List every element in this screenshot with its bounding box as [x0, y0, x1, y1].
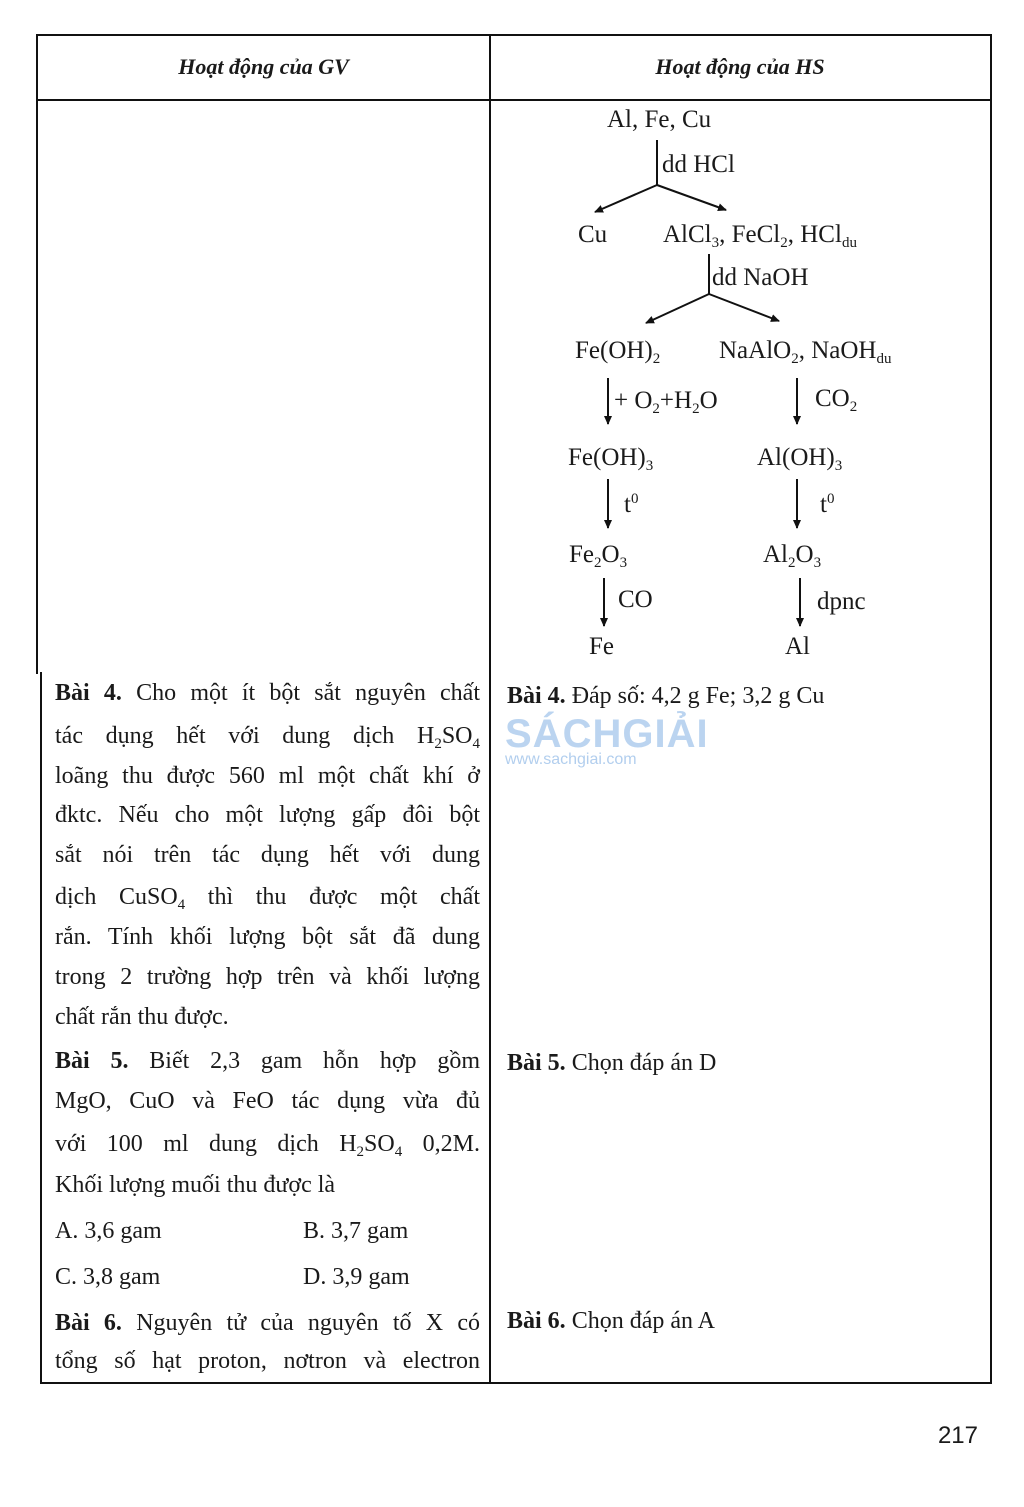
- exercise-5-answer-text: Chọn đáp án D: [571, 1050, 717, 1076]
- arrow-hcl-left: [595, 185, 657, 212]
- exercise-4-answer: [507, 676, 977, 716]
- table-left-border-lower: [40, 672, 42, 1384]
- exercise-5-line: 0,2M.: [422, 1131, 481, 1157]
- formula-h2so4: $H_2SO_4$: [416, 723, 480, 752]
- scheme-feoh3: $Fe(OH)_3$: [568, 444, 654, 474]
- exercise-5-option-a: A. 3,6 gam: [55, 1218, 162, 1244]
- scheme-reagent-o2-h2o: + $O_2+H_2O$: [614, 387, 718, 417]
- exercise-4-line: trong 2 trường hợp trên và khối lượng: [55, 964, 480, 990]
- scheme-feoh2: $Fe(OH)_2$: [575, 337, 661, 367]
- exercise-4-line: rắn. Tính khối lượng bột sắt đã dung: [55, 924, 480, 950]
- scheme-heat-1: $t^0$: [624, 491, 639, 518]
- exercise-6-line: tổng số hạt proton, nơtron và electron: [55, 1348, 480, 1374]
- watermark-logo: SÁCHGIẢI: [505, 712, 709, 756]
- scheme-start: Al, Fe, Cu: [607, 106, 712, 133]
- header-student-activity: Hoạt động của HS: [655, 54, 825, 79]
- exercise-4-line: Cho một ít bột sắt nguyên chất: [136, 680, 480, 706]
- formula-h2so4-2: $H_2SO_4$: [339, 1131, 403, 1160]
- scheme-reagent-hcl: dd HCl: [662, 151, 735, 178]
- scheme-reagent-co: CO: [618, 586, 653, 613]
- exercise-6-line: Nguyên tử của nguyên tố X có: [136, 1310, 480, 1336]
- scheme-aloh3: $Al(OH)_3$: [757, 444, 843, 474]
- scheme-al2o3: $Al_2O_3$: [763, 541, 822, 571]
- exercise-6-label: Bài 6.: [55, 1310, 122, 1336]
- exercise-4-answer-label: Bài 4.: [507, 683, 566, 709]
- scheme-cu: Cu: [578, 221, 608, 248]
- scheme-reagent-naoh: dd NaOH: [712, 264, 809, 291]
- scheme-heat-2: $t^0$: [820, 491, 835, 518]
- scheme-al: Al: [785, 633, 810, 660]
- arrow-hcl-right: [657, 185, 726, 210]
- exercise-4-line: dịch: [55, 884, 97, 910]
- exercise-5-answer: [507, 1043, 977, 1083]
- exercise-4-label: Bài 4.: [55, 680, 122, 706]
- exercise-5-option-d: D. 3,9 gam: [303, 1264, 410, 1290]
- scheme-naalo2: NaAlO$_2$, NaOH$_{du}$: [719, 337, 892, 367]
- watermark: [505, 712, 709, 769]
- exercise-5-option-b: B. 3,7 gam: [303, 1218, 409, 1244]
- scheme-filtrate-1: AlCl$_3$, FeCl$_2$, HCl$_{du}$: [663, 221, 857, 251]
- exercise-4-line: loãng thu được 560 ml một chất khí ở: [55, 763, 480, 789]
- formula-cuso4: CuSO$_4$: [118, 884, 186, 913]
- exercise-4-line: sắt nói trên tác dụng hết với dung: [55, 842, 480, 868]
- watermark-url: www.sachgiai.com: [505, 751, 637, 768]
- table-bottom-border: [40, 1382, 992, 1384]
- scheme-fe: Fe: [589, 633, 614, 660]
- exercise-5-line: MgO, CuO và FeO tác dụng vừa đủ: [55, 1088, 480, 1114]
- exercise-4-line: đktc. Nếu cho một lượng gấp đôi bột: [55, 802, 480, 828]
- exercise-4-answer-text: Đáp số: 4,2 g Fe; 3,2 g Cu: [571, 683, 825, 709]
- scheme-reagent-co2: $CO_2$: [815, 385, 858, 415]
- exercise-5-line: với 100 ml dung dịch: [55, 1131, 319, 1157]
- scheme-fe2o3: $Fe_2O_3$: [569, 541, 628, 571]
- exercise-5-option-c: C. 3,8 gam: [55, 1264, 161, 1290]
- exercise-6-answer-text: Chọn đáp án A: [571, 1308, 716, 1334]
- exercise-6-answer: [507, 1301, 977, 1341]
- exercise-5-line: Biết 2,3 gam hỗn hợp gồm: [149, 1048, 480, 1074]
- arrow-naoh-left: [646, 294, 709, 323]
- exercise-6-answer-label: Bài 6.: [507, 1308, 566, 1334]
- exercise-4-line: thì thu được một chất: [207, 884, 481, 910]
- scheme-reagent-dpnc: dpnc: [817, 588, 866, 615]
- exercise-4-line: chất rắn thu được.: [55, 1004, 229, 1030]
- arrow-naoh-right: [709, 294, 779, 321]
- exercise-5-line: Khối lượng muối thu được là: [55, 1172, 336, 1198]
- header-teacher-activity: Hoạt động của GV: [178, 54, 349, 79]
- exercise-5-label: Bài 5.: [55, 1048, 129, 1074]
- exercise-5-answer-label: Bài 5.: [507, 1050, 566, 1076]
- page-number: 217: [937, 1422, 978, 1449]
- exercise-4-line: tác dụng hết với dung dịch: [55, 723, 395, 749]
